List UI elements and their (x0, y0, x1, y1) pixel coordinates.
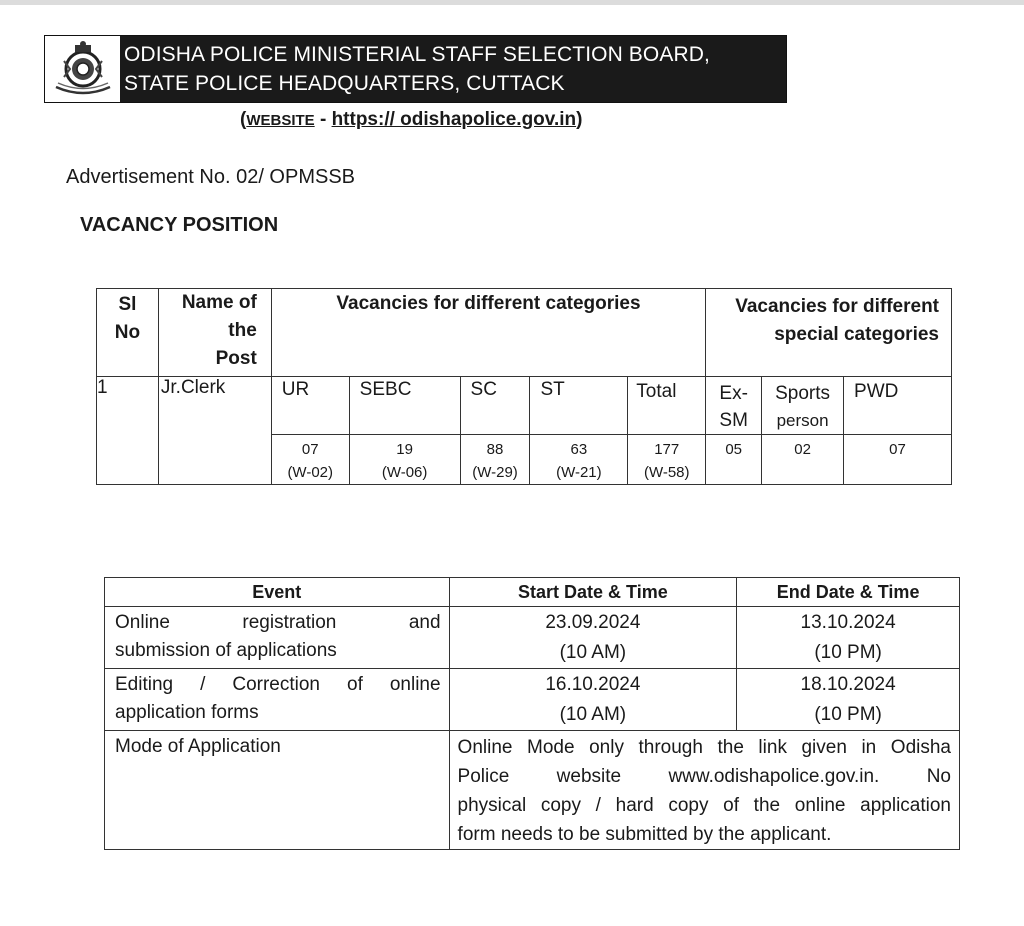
ex-sm-label: Ex- SM (706, 377, 762, 435)
start-header: Start Date & Time (449, 578, 737, 607)
editing-row (105, 669, 960, 731)
top-edge-strip (0, 0, 1024, 5)
sebc-label: SEBC (349, 377, 460, 435)
editing-end: 18.10.2024 (10 PM) (737, 669, 960, 731)
sl-cell: 1 (97, 377, 159, 485)
special-categories-header: Vacancies for different special categories (706, 289, 952, 377)
website-sep: - (314, 109, 332, 130)
end-header: End Date & Time (737, 578, 960, 607)
sc-label: SC (460, 377, 530, 435)
total-value: 177 (W-58) (628, 435, 706, 485)
registration-start: 23.09.2024 (10 AM) (449, 607, 737, 669)
advertisement-number: Advertisement No. 02/ OPMSSB (66, 166, 356, 188)
categories-header: Vacancies for different categories (271, 289, 705, 377)
event-header: Event (105, 578, 450, 607)
post-header: Name of the Post (158, 289, 271, 377)
website-label: WEBSITE (246, 112, 315, 129)
paren-open: ( (240, 109, 247, 130)
registration-row (105, 607, 960, 669)
section-title: VACANCY POSITION (80, 214, 279, 236)
registration-end: 13.10.2024 (10 PM) (737, 607, 960, 669)
st-value: 63 (W-21) (530, 435, 628, 485)
website-url-link[interactable]: https:// odishapolice.gov.in (331, 109, 577, 130)
editing-event: Editing / Correction of online application forms (105, 669, 450, 731)
mode-label: Mode of Application (105, 731, 450, 850)
sports-person-label: Sports person (762, 377, 844, 435)
mode-description: Online Mode only through the link given in Odisha Police website www.odishapolice.gov.in. No physical copy / hard copy of the online application form needs to be submitted by the applicant. (449, 731, 959, 850)
mode-row (105, 731, 960, 850)
sc-value: 88 (W-29) (460, 435, 530, 485)
vacancy-table (96, 288, 952, 485)
pwd-label: PWD (844, 377, 952, 435)
paren-close: ) (576, 109, 583, 130)
odisha-police-emblem (45, 36, 120, 102)
category-label-row (97, 377, 952, 435)
sports-person-value: 02 (762, 435, 844, 485)
ur-value: 07 (W-02) (271, 435, 349, 485)
registration-event: Online registration and submission of applications (105, 607, 450, 669)
board-name-banner (120, 36, 786, 102)
website-line (240, 109, 582, 131)
board-name-line1: ODISHA POLICE MINISTERIAL STAFF SELECTION BOARD, (124, 43, 710, 66)
board-name-line2: STATE POLICE HEADQUARTERS, CUTTACK (124, 72, 565, 95)
ex-sm-value: 05 (706, 435, 762, 485)
pwd-value: 07 (844, 435, 952, 485)
st-label: ST (530, 377, 628, 435)
ur-label: UR (271, 377, 349, 435)
sebc-value: 19 (W-06) (349, 435, 460, 485)
post-cell: Jr.Clerk (158, 377, 271, 485)
vacancy-header-row (97, 289, 952, 377)
emblem-icon (50, 39, 116, 99)
editing-start: 16.10.2024 (10 AM) (449, 669, 737, 731)
total-label: Total (628, 377, 706, 435)
letterhead (44, 35, 787, 103)
schedule-table (104, 577, 960, 850)
sl-no-header: Sl No (97, 289, 159, 377)
schedule-header-row (105, 578, 960, 607)
